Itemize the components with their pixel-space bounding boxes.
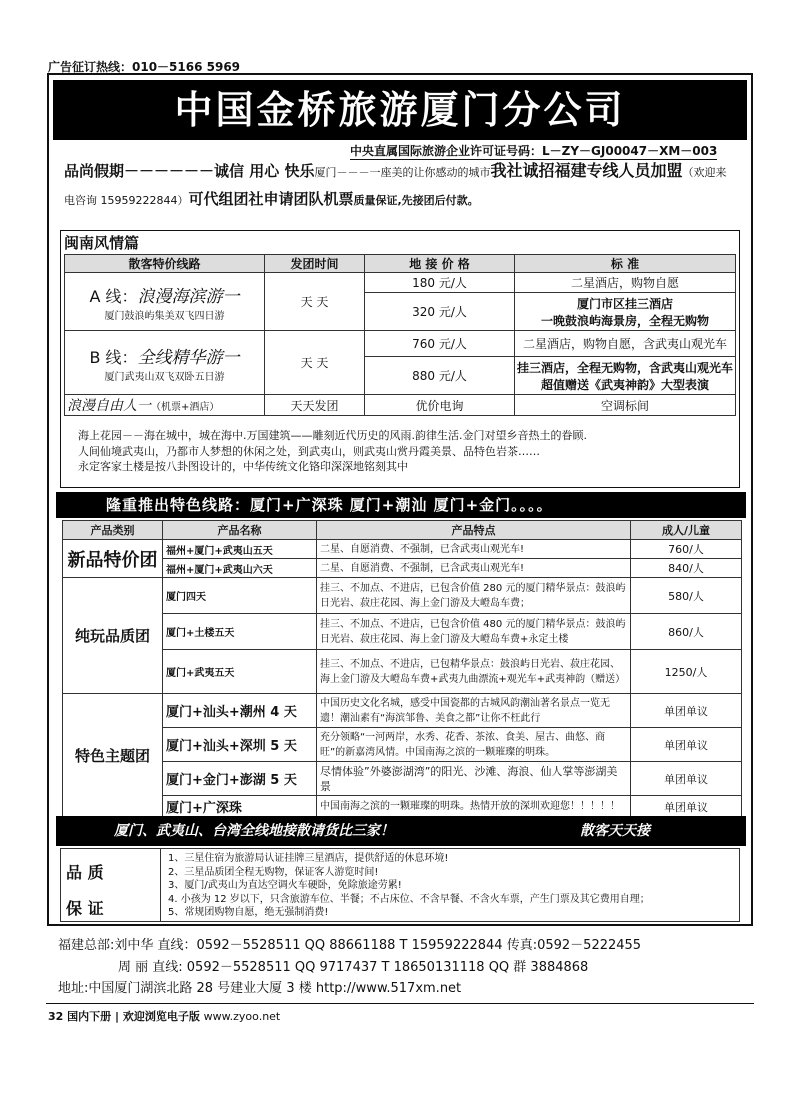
free-travel-sub: （机票+酒店） (151, 402, 220, 413)
table-header (65, 255, 736, 273)
col-header: 产品特点 (317, 521, 631, 540)
consult-phone: （欢迎来电咨询 15959222844） (64, 166, 727, 207)
service-banner-left: 厦门、武夷山、台湾全线地接散请货比三家！ (114, 823, 394, 839)
table-row (63, 540, 742, 559)
recruit-text: 我社诚招福建专线人员加盟 (490, 161, 683, 180)
product-feature: 挂三、不加点、不进店，已包含价值 280 元的厦门精华景点：鼓浪屿日光岩、菽庄花园、海上金门游及大嶝岛车费； (317, 578, 631, 614)
product-price: 单团单议 (631, 796, 742, 818)
line-b-label: B 线： (89, 347, 138, 367)
company-banner: 中国金桥旅游厦门分公司 (53, 80, 747, 140)
free-price: 优价电询 (365, 395, 515, 416)
table-row (65, 273, 736, 293)
product-name: 厦门+金门+澎湖 5 天 (163, 762, 317, 796)
table-row (65, 331, 736, 357)
standard-line: 挂三酒店，全程无购物，含武夷山观光车 (517, 360, 734, 375)
product-price: 860/人 (631, 614, 742, 650)
product-price: 单团单议 (631, 728, 742, 762)
service-banner-right: 散客天天接 (580, 823, 650, 839)
col-header: 成人/儿童 (631, 521, 742, 540)
guarantee-item: 3、厦门/武夷山为直达空调火车硬卧，免除旅途劳累! (168, 880, 402, 891)
product-price: 单团单议 (631, 694, 742, 728)
product-feature: 中国南海之滨的一颗璀璨的明珠。热情开放的深圳欢迎您！！！！！ (317, 796, 631, 818)
product-feature: 尽情体验”外婆澎湖湾”的阳光、沙滩、海浪、仙人掌等澎湖美景 (317, 762, 631, 796)
footer-website: www.zyoo.net (203, 1010, 281, 1023)
price-cell: 880 元/人 (365, 357, 515, 395)
intro-text (64, 158, 734, 214)
product-name: 厦门+汕头+深圳 5 天 (163, 728, 317, 762)
product-name: 厦门+土楼五天 (163, 614, 317, 650)
note-line: 永定客家土楼是按八卦图设计的，中华传统文化铬印深深地铭刻其中 (78, 460, 408, 473)
footer-divider (46, 1003, 754, 1004)
free-travel-cell (65, 395, 265, 416)
guarantee-item: 4. 小孩为 12 岁以下，只含旅游车位、半餐；不占床位、不含早餐、不含火车票，产生门票及其它费用自理； (168, 893, 650, 905)
note-line: 海上花园－－海在城中，城在海中.万国建筑——雕刻近代历史的风雨.韵律生活.金门对望乡音热土的眷顾. (78, 429, 587, 442)
guarantee-item: 1、三星住宿为旅游局认证挂牌三星酒店，提供舒适的休息环境! (168, 853, 449, 864)
col-header: 发团时间 (265, 255, 365, 273)
table-row (65, 395, 736, 416)
line-b-time: 天 天 (265, 331, 365, 395)
guarantee-label-quality: 品 质 (66, 863, 104, 882)
standard-line: 超值赠送《武夷神韵》大型表演 (540, 377, 709, 392)
col-header: 散客特价线路 (65, 255, 265, 273)
category-cell: 纯玩品质团 (63, 578, 163, 694)
product-name: 厦门+汕头+潮州 4 天 (163, 694, 317, 728)
contact-zhou: 周 丽 直线: 0592－5528511 QQ 9717437 T 18650131118 QQ 群 3884868 (118, 960, 589, 975)
free-standard: 空调标间 (515, 395, 736, 416)
standard-cell: 二星酒店，购物自愿 (515, 273, 736, 293)
standard-line: 厦门市区挂三酒店 (576, 296, 673, 311)
product-feature: 挂三、不加点、不进店，已包含价值 480 元的厦门精华景点：鼓浪屿日光岩、菽庄花园、海上金门游及大嶝岛车费+永定土楼 (317, 614, 631, 650)
table-row (63, 796, 742, 818)
line-a-time: 天 天 (265, 273, 365, 331)
ad-hotline: 广告征订热线：010－5166 5969 (48, 60, 241, 74)
product-price: 单团单议 (631, 762, 742, 796)
table-row (63, 578, 742, 614)
product-name: 厦门+武夷五天 (163, 650, 317, 694)
product-feature: 充分领略“一河两岸，水秀、花香、茶浓、食美、屋古、曲悠、商旺”的新嘉湾风情。中国南海之滨的一颗璀璨的明珠。 (317, 728, 631, 762)
line-a-label: A 线： (89, 286, 138, 306)
page-number-label: 32 国内下册 | 欢迎浏览电子版 (48, 1010, 200, 1023)
col-header: 标 准 (515, 255, 736, 273)
product-price: 760/人 (631, 540, 742, 559)
line-b-cell (65, 331, 265, 395)
table-row (63, 728, 742, 762)
price-cell: 760 元/人 (365, 331, 515, 357)
product-feature: 中国历史文化名城，感受中国瓷都的古城风韵潮汕著名景点一览无遗！潮汕素有“海滨邹鲁、美食之都”让你不枉此行 (317, 694, 631, 728)
promo-banner: 隆重推出特色线路：厦门+广深珠 厦门+潮汕 厦门+金门。。。。 (56, 492, 746, 518)
col-header: 产品类别 (63, 521, 163, 540)
product-price: 1250/人 (631, 650, 742, 694)
guarantee-label-assurance: 保 证 (66, 899, 104, 918)
standard-cell: 二星酒店，购物自愿，含武夷山观光车 (515, 331, 736, 357)
standard-cell (515, 357, 736, 395)
product-feature: 挂三、不加点、不进店，已包精华景点：鼓浪屿日光岩、菽庄花园、海上金门游及大嶝岛车费+武夷九曲漂流+观光车+武夷神韵（赠送） (317, 650, 631, 694)
line-a-sub: 厦门鼓浪屿集美双飞四日游 (104, 310, 225, 322)
line-b-name: 全线精华游一 (137, 347, 240, 368)
line-a-name: 浪漫海滨游一 (137, 286, 240, 307)
table-row (63, 762, 742, 796)
product-name: 厦门+广深珠 (163, 796, 317, 818)
contact-address: 地址:中国厦门湖滨北路 28 号建业大厦 3 楼 http://www.517xm.net (58, 981, 462, 996)
product-price: 840/人 (631, 559, 742, 578)
license-number: 中央直属国际旅游企业许可证号码：L－ZY－GJ00047－XM－003 (350, 144, 718, 158)
product-name: 厦门四天 (163, 578, 317, 614)
city-tagline: 厦门－－－一座美的让你感动的城市 (314, 166, 491, 179)
standard-line: 一晚鼓浪屿海景房，全程无购物 (540, 313, 709, 328)
product-name: 福州+厦门+武夷山五天 (163, 540, 317, 559)
col-header: 产品名称 (163, 521, 317, 540)
product-table (62, 520, 742, 818)
minnan-price-table (64, 254, 736, 416)
col-header: 地 接 价 格 (365, 255, 515, 273)
section-title: 闽南风情篇 (64, 234, 140, 252)
free-time: 天天发团 (265, 395, 365, 416)
guarantee-item: 5、常规团购物自愿，绝无强制消费! (168, 907, 329, 918)
category-cell: 新品特价团 (63, 540, 163, 578)
product-name: 福州+厦门+武夷山六天 (163, 559, 317, 578)
standard-cell (515, 293, 736, 331)
page-footer (48, 1008, 280, 1024)
product-feature: 二星、自愿消费、不强制，已含武夷山观光车! (317, 540, 631, 559)
guarantee-divider (160, 848, 161, 922)
category-cell: 特色主题团 (63, 694, 163, 818)
table-row (63, 694, 742, 728)
guarantee-list (168, 852, 728, 920)
line-a-cell (65, 273, 265, 331)
table-row (63, 614, 742, 650)
price-cell: 320 元/人 (365, 293, 515, 331)
product-feature: 二星、自愿消费、不强制，已含武夷山观光车! (317, 559, 631, 578)
table-header (63, 521, 742, 540)
slogan: 品尚假期－－－－－－诚信 用心 快乐 (64, 162, 315, 180)
line-b-sub: 厦门武夷山双飞双卧五日游 (104, 371, 225, 383)
table-row (63, 650, 742, 694)
contact-hq: 福建总部:刘中华 直线：0592－5528511 QQ 88661188 T 15959222844 传真:0592－5222455 (58, 938, 642, 953)
guarantee-item: 2、三星品质团全程无购物，保证客人游览时间! (168, 866, 379, 878)
note-line: 人间仙境武夷山，乃都市人梦想的休闲之处，到武夷山，则武夷山赏丹霞美景、品特色岩茶…… (78, 444, 540, 458)
services-text: 可代组团社申请团队机票 (188, 190, 354, 208)
price-cell: 180 元/人 (365, 273, 515, 293)
table-row (63, 559, 742, 578)
destination-notes (78, 428, 718, 475)
product-price: 580/人 (631, 578, 742, 614)
quality-text: 质量保证,先接团后付款。 (353, 194, 479, 207)
service-banner (56, 816, 746, 846)
free-travel-name: 浪漫自由人一 (67, 398, 151, 414)
